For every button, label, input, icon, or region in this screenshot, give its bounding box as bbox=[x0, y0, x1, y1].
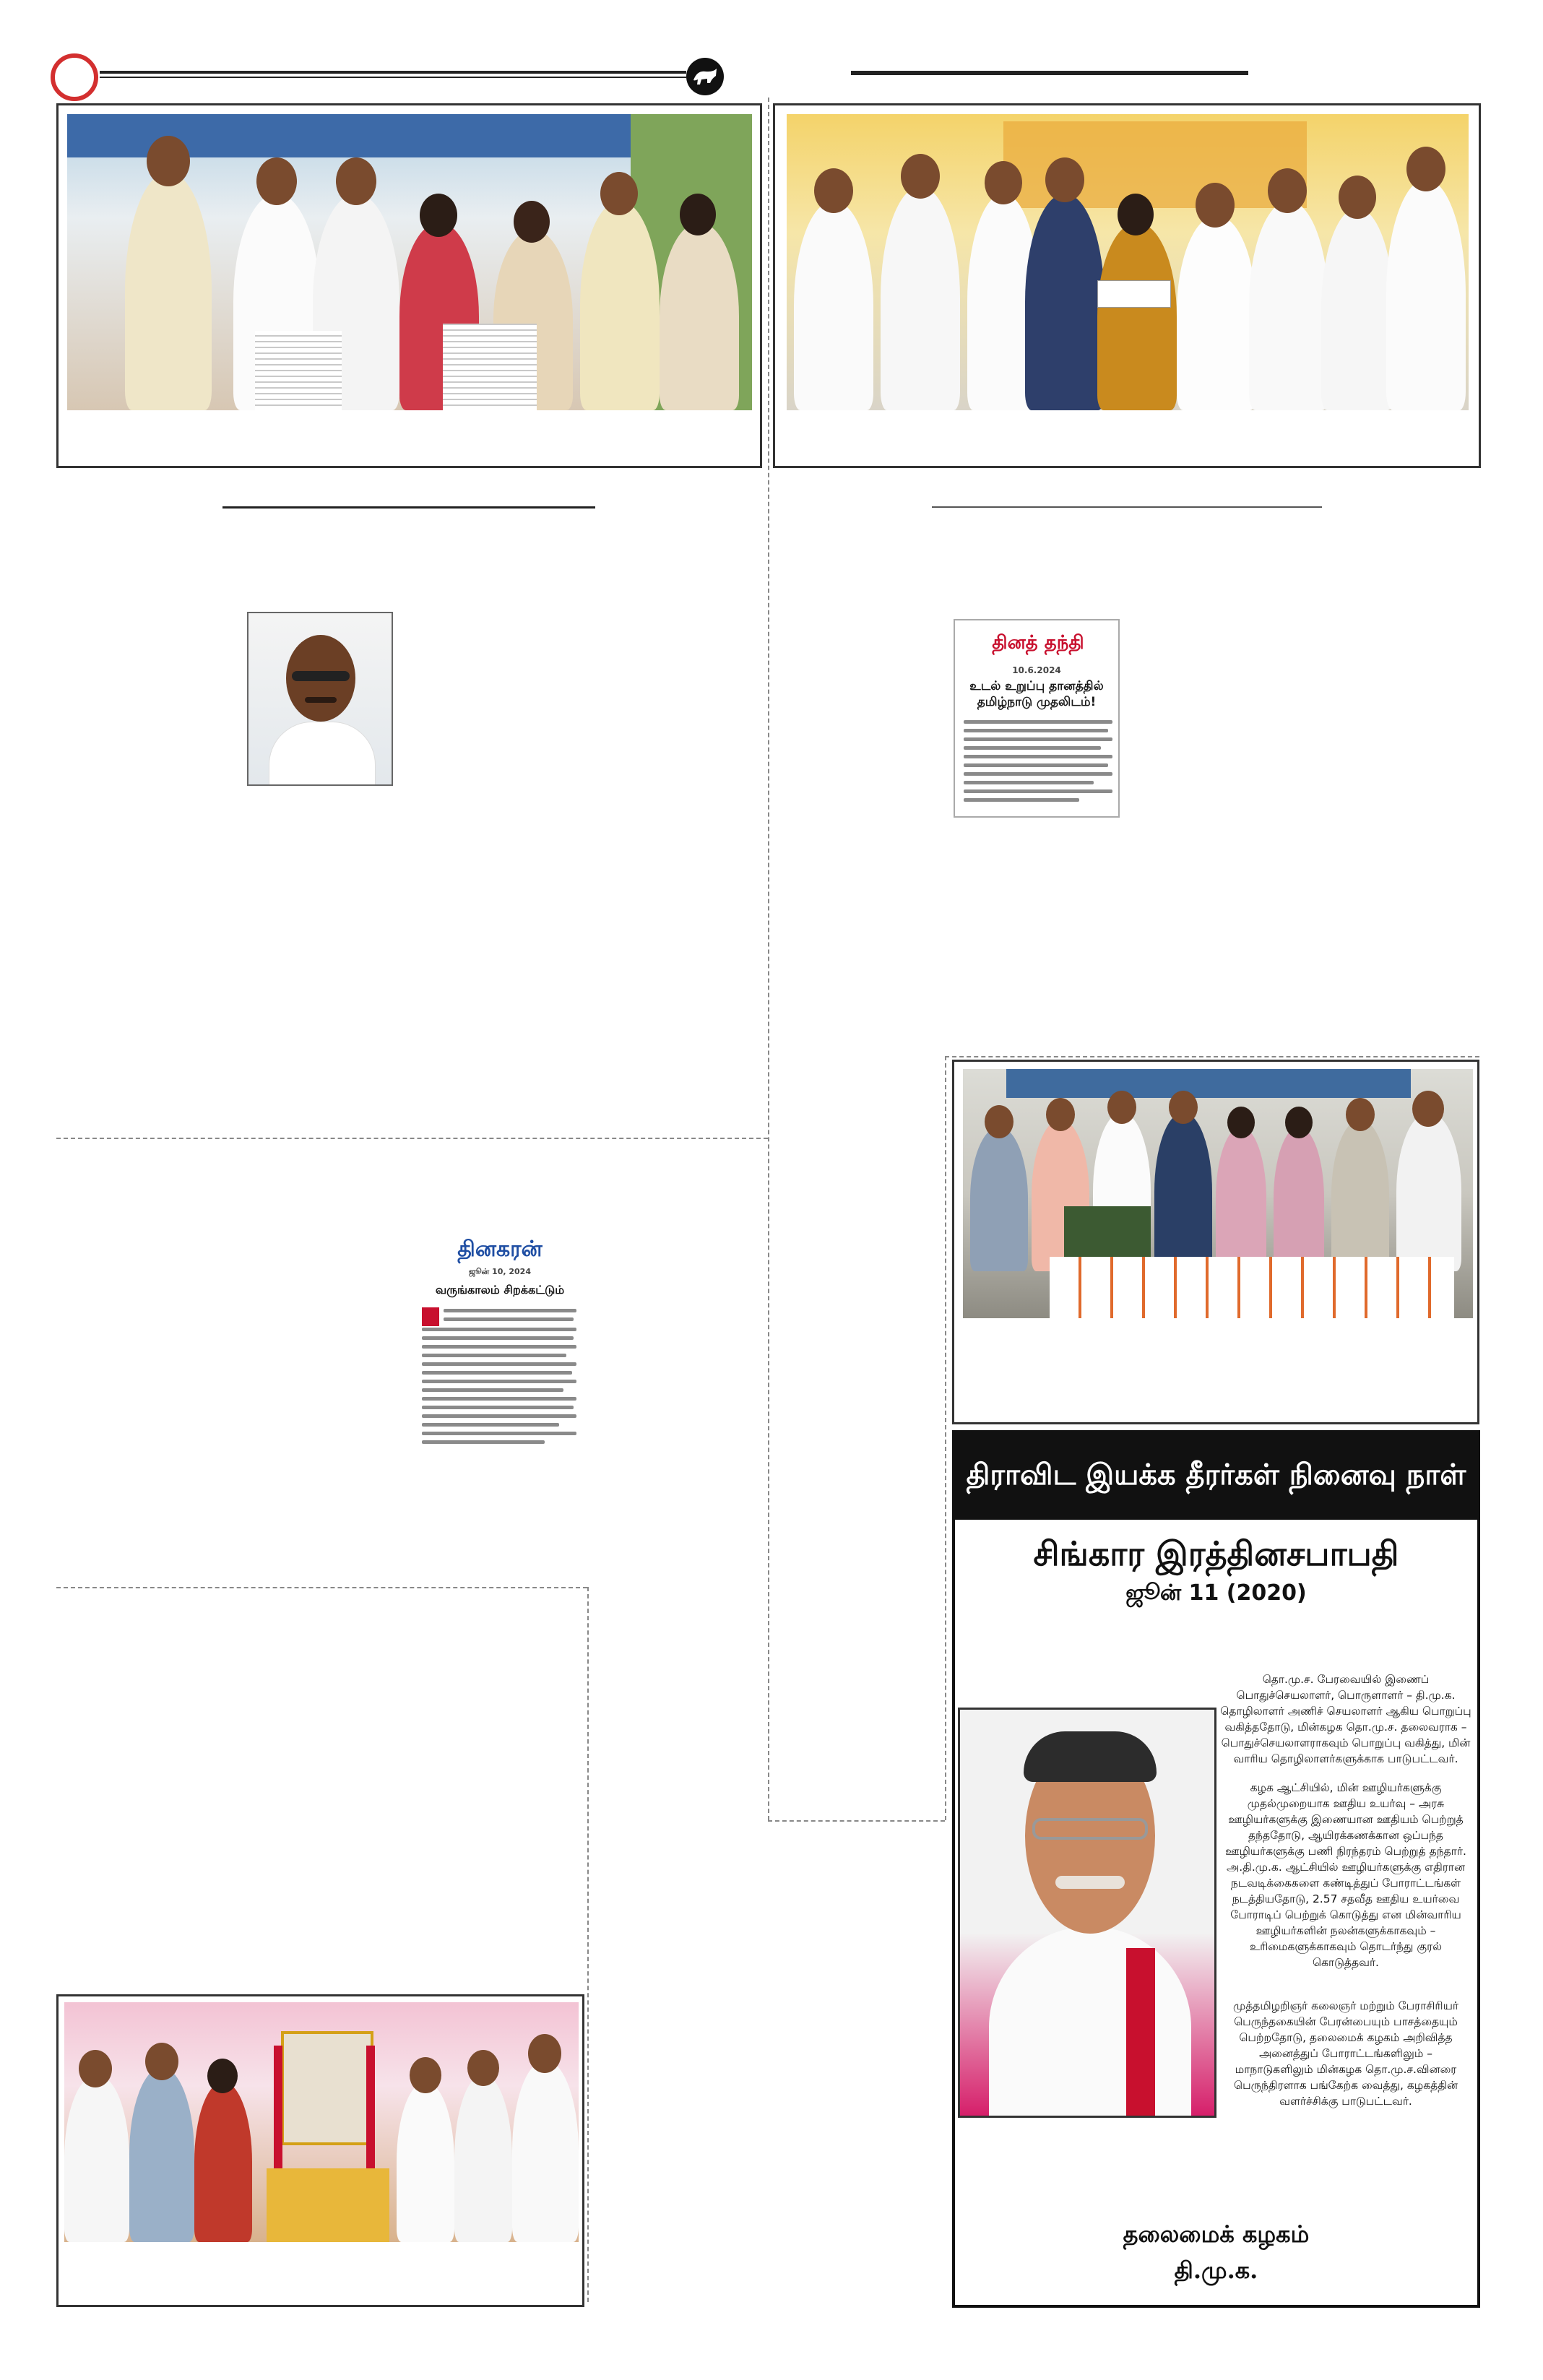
section-rule-left bbox=[222, 506, 595, 509]
column-divider-center bbox=[768, 98, 769, 1820]
obituary-portrait bbox=[958, 1708, 1216, 2118]
obituary-paragraph: கழக ஆட்சியில், மின் ஊழியர்களுக்கு முதல்முறையாக ஊதிய உயர்வு – அரசு ஊழியர்களுக்கு இணையான ஊதியம் பெற்றுத் தந்ததோடு, ஆயிரக்கணக்கான ஒப்பந்த ஊழியர்களுக்கு பணி நிரந்தரம் பெற்றுத் தந்தார். அ.தி.மு.க. ஆட்சியில் ஊழியர்களுக்கு எதிரான நடவடிக்கைகளை கண்டித்துப் போராட்டங்கள் நடத்தியதோடு, 2.57 சதவீத ஊதிய உயர்வை போராடிப் பெற்றுக் கொடுத்து என மின்வாரிய ஊழியர்களின் நலன்களுக்காகவும் – உரிமைகளுக்காகவும் தொடர்ந்து குரல் கொடுத்தவர். bbox=[1225, 1781, 1466, 1969]
daily-thanthi-clipping bbox=[954, 619, 1120, 818]
obituary-signature-2: தி.மு.க. bbox=[1174, 2256, 1258, 2284]
section-rule-right bbox=[932, 506, 1322, 508]
obituary-banner-text: திராவிட இயக்க தீரர்கள் நினைவு நாள் bbox=[966, 1458, 1466, 1492]
divider-right-1 bbox=[768, 1820, 945, 1822]
book-distribution-photo bbox=[67, 114, 752, 410]
divider-left-2 bbox=[56, 1587, 587, 1588]
obituary-box bbox=[952, 1430, 1480, 2308]
photo-frame-right-2 bbox=[952, 1060, 1479, 1424]
obituary-date: ஜூன் 11 (2020) bbox=[1125, 1580, 1307, 1606]
divider-left-vertical bbox=[587, 1587, 589, 2302]
photo-frame-left-1 bbox=[56, 103, 762, 468]
dinakaran-clipping bbox=[418, 1237, 582, 1457]
obituary-name: சிங்கார இரத்தினசபாபதி bbox=[1033, 1534, 1399, 1573]
divider-right-2 bbox=[945, 1056, 1479, 1057]
header-rule-left-thin bbox=[100, 77, 686, 78]
clip-masthead: தினகரன் bbox=[457, 1237, 543, 1262]
party-emblem-icon bbox=[686, 58, 724, 95]
clip-headline: உடல் உறுப்பு தானத்தில் தமிழ்நாடு முதலிடம்! bbox=[969, 679, 1104, 709]
obituary-body-continued bbox=[1219, 1998, 1472, 2109]
obituary-paragraph: முத்தமிழறிஞர் கலைஞர் மற்றும் பேராசிரியர் பெருந்தகையின் பேரன்பையும் பாசத்தையும் பெற்றதோடு, தலைமைக் கழகம் அறிவித்த அனைத்துப் போராட்டங்களிலும் – மாநாடுகளிலும் மின்கழக தொ.மு.ச.வினரை பெருந்திரளாக பங்கேற்க வைத்து, கழகத்தின் வளர்ச்சிக்கு பாடுபட்டவர். bbox=[1233, 1999, 1458, 2108]
divider-right-vertical bbox=[945, 1056, 946, 1820]
clip-headline: வருங்காலம் சிறக்கட்டும் bbox=[435, 1283, 565, 1297]
photo-frame-left-2 bbox=[56, 1994, 584, 2307]
kalaignar-centenary-event-photo bbox=[787, 114, 1469, 410]
left-portrait-photo bbox=[247, 612, 393, 786]
school-book-distribution-photo bbox=[963, 1069, 1473, 1318]
clip-masthead: தினத் தந்தி bbox=[992, 632, 1084, 654]
header-rule-left bbox=[100, 71, 686, 74]
clip-date: 10.6.2024 bbox=[1012, 665, 1061, 675]
clip-date: ஜூன் 10, 2024 bbox=[469, 1267, 531, 1276]
obituary-body bbox=[1219, 1671, 1472, 1983]
obituary-paragraph: தொ.மு.ச. பேரவையில் இணைப் பொதுச்செயலாளர், பொருளாளர் – தி.மு.க. தொழிலாளர் அணிச் செயலாளர் ஆகிய பொறுப்பு வகித்ததோடு, மின்கழக தொ.மு.ச. தலைவராக – பொதுச்செயலாளராகவும் பொறுப்பு வகித்து, மின் வாரிய தொழிலாளர்களுக்காக பாடுபட்டவர். bbox=[1220, 1673, 1471, 1765]
obituary-banner bbox=[955, 1433, 1477, 1520]
obituary-signature-1: தலைமைக் கழகம் bbox=[1123, 2220, 1310, 2248]
photo-frame-right-1 bbox=[773, 103, 1481, 468]
header-rule-right bbox=[851, 71, 1248, 75]
divider-left-1 bbox=[56, 1138, 768, 1139]
page-marker bbox=[51, 53, 98, 101]
memorial-tribute-photo bbox=[64, 2002, 579, 2242]
